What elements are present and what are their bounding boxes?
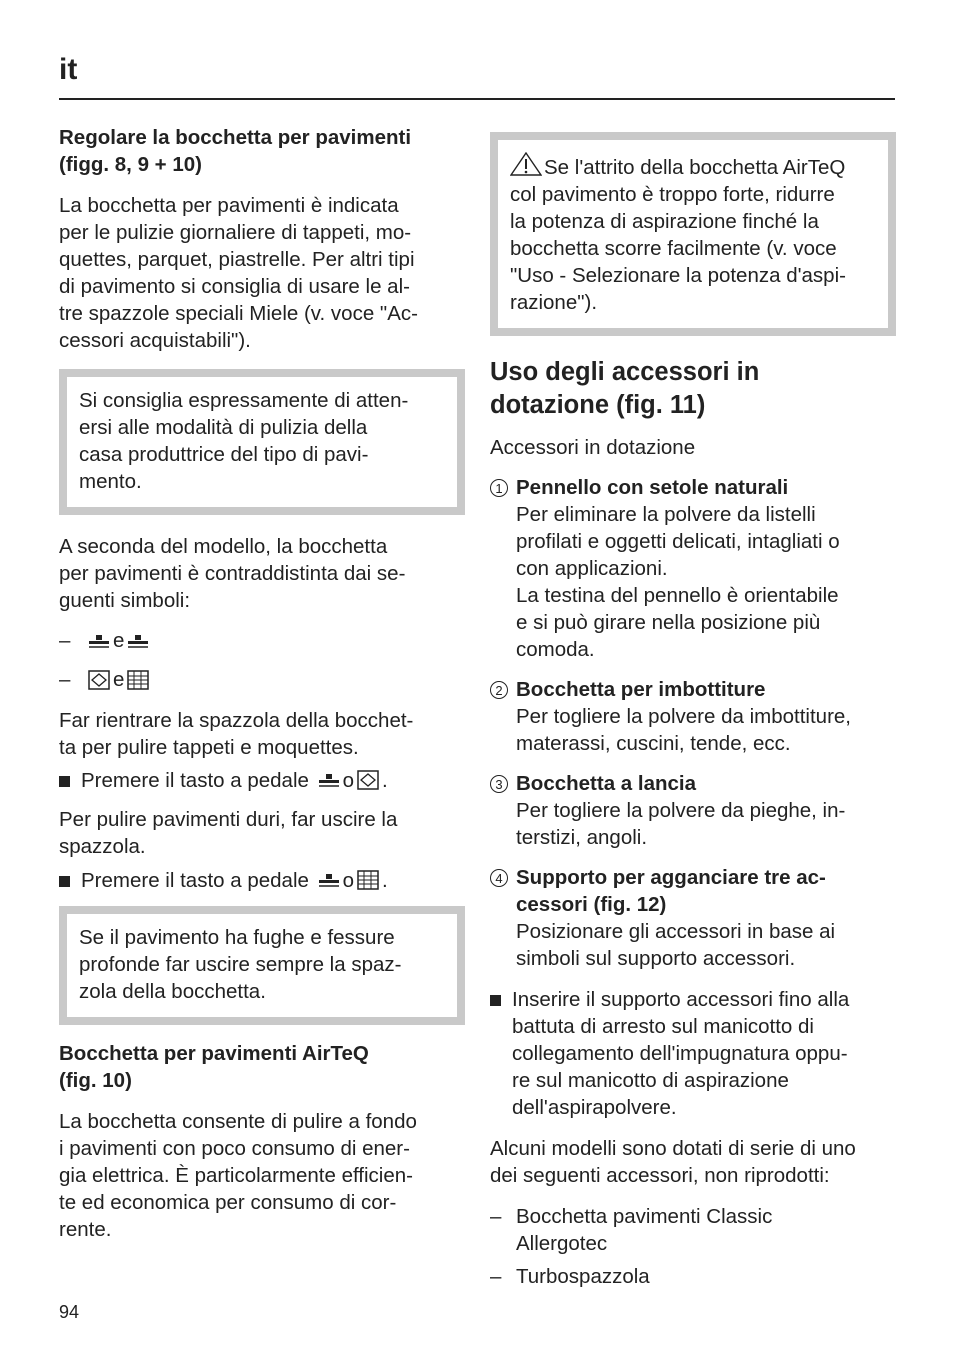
paragraph-retract: Far rientrare la spazzola della bocchet- ta per pulire tappeti e moquettes. <box>59 709 414 759</box>
note-box-joints: Se il pavimento ha fughe e fessure profonde far uscire sempre la spaz- zola della bocchetta. <box>59 906 465 1025</box>
bullet-press-pedal-extend: Premere il tasto a pedale o . <box>59 867 465 894</box>
accessory-item-3: 3 Bocchetta a lancia Per togliere la polvere da pieghe, in- terstizi, angoli. <box>490 770 896 851</box>
paragraph-floor-nozzle: La bocchetta per pavimenti è indicata per le pulizie giornaliere di tappeti, mo- quettes, parquet, piastrelle. Per altri tipi di pavimento si consiglia di usare le al- tre spazzole speciali Miele (v. voce "Ac- cessori acquistabili"). <box>59 194 418 352</box>
paragraph-hard-floors: Per pulire pavimenti duri, far uscire la spazzola. <box>59 808 398 858</box>
warning-box-friction: Se l'attrito della bocchetta AirTeQ col pavimento è troppo forte, ridurre la potenza di aspirazione finché la bocchetta scorre facilmente (v. voce "Uso - Selezionare la potenza d'aspi- razione"). <box>490 132 896 336</box>
section-heading-adjust: Regolare la bocchetta per pavimenti (figg. 8, 9 + 10) <box>59 126 412 176</box>
carpet-icon <box>357 770 379 790</box>
brush-retracted-icon <box>318 770 340 790</box>
accessories-intro: Accessori in dotazione <box>490 436 696 459</box>
brush-retracted-alt-icon <box>127 631 149 651</box>
accessory-item-2: 2 Bocchetta per imbottiture Per togliere la polvere da imbottiture, materassi, cuscini, tende, ecc. <box>490 676 896 757</box>
note-box-cleaning: Si consiglia espressamente di atten- ersi alle modalità di pulizia della casa produttrice del tipo di pavi- mento. <box>59 369 465 515</box>
paragraph-symbols: A seconda del modello, la bocchetta per pavimenti è contraddistinta dai se- guenti simboli: <box>59 535 406 612</box>
warning-triangle-icon <box>510 152 542 176</box>
paragraph-optional-accessories: Alcuni modelli sono dotati di serie di uno dei seguenti accessori, non riprodotti: <box>490 1137 856 1187</box>
symbol-list-item: – e <box>59 627 465 654</box>
language-label: it <box>59 53 78 86</box>
brush-extended-icon <box>318 870 340 890</box>
optional-item-turbo: – Turbospazzola <box>490 1265 650 1288</box>
left-column <box>59 124 465 1243</box>
accessory-item-1: 1 Pennello con setole naturali Per eliminare la polvere da listelli profilati e oggetti delicati, intagliati o con applicazioni. La testina del pennello è orientabile e si può girare nella posizione più comoda. <box>490 474 896 663</box>
bullet-press-pedal-retract: Premere il tasto a pedale o . <box>59 767 465 794</box>
section-heading-airteq: Bocchetta per pavimenti AirTeQ (fig. 10) <box>59 1042 369 1092</box>
number-circle-icon: 1 <box>490 479 508 497</box>
page-number: 94 <box>59 1302 80 1322</box>
bullet-square-icon <box>490 995 501 1006</box>
number-circle-icon: 3 <box>490 775 508 793</box>
bullet-insert-holder: Inserire il supporto accessori fino alla battuta di arresto sul manicotto di collegamento dell'impugnatura oppu- re sul manicotto di aspirazione dell'aspirapolvere. <box>490 986 896 1121</box>
number-circle-icon: 2 <box>490 681 508 699</box>
hard-floor-icon <box>127 670 149 690</box>
bullet-square-icon <box>59 776 70 787</box>
right-column <box>490 132 896 1290</box>
accessory-item-4: 4 Supporto per agganciare tre ac- cessori (fig. 12) Posizionare gli accessori in base ai simboli sul supporto accessori. <box>490 864 896 972</box>
section-heading-accessories: Uso degli accessori in dotazione (fig. 11) <box>490 358 760 419</box>
hard-floor-icon <box>357 870 379 890</box>
bullet-square-icon <box>59 876 70 887</box>
brush-retracted-icon <box>88 631 110 651</box>
paragraph-airteq: La bocchetta consente di pulire a fondo i pavimenti con poco consumo di ener- gia elettrica. È particolarmente efficien- te ed economica per consumo di cor- rente. <box>59 1110 417 1241</box>
carpet-icon <box>88 670 110 690</box>
symbol-list-item: – e <box>59 666 465 693</box>
header-rule <box>59 98 895 100</box>
optional-item-classic: – Bocchetta pavimenti Classic Allergotec <box>490 1205 773 1255</box>
number-circle-icon: 4 <box>490 869 508 887</box>
